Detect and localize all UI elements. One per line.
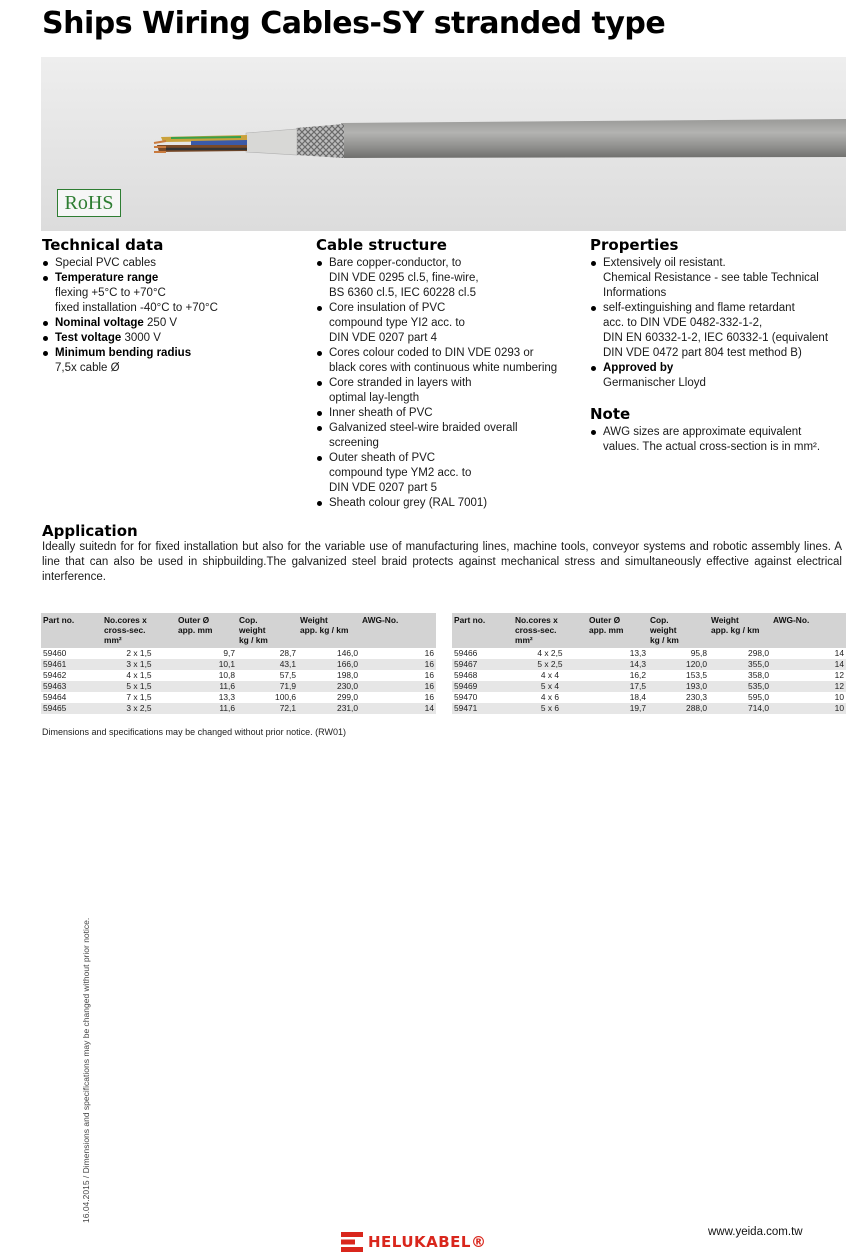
list-item: Bare copper-conductor, to DIN VDE 0295 cl.5, fine-wire, BS 6360 cl.5, IEC 60228 cl.5 [316, 256, 586, 301]
list-item: AWG sizes are approximate equivalent values. The actual cross-section is in mm². [590, 425, 852, 455]
list-item: Approved by Germanischer Lloyd [590, 361, 852, 391]
footnote: Dimensions and specifications may be changed without prior notice. (RW01) [42, 727, 346, 737]
column-header: Part no. [41, 613, 102, 648]
table-row: 59467 5 x 2,5 14,3 120,0 355,0 14 [454, 659, 844, 669]
list-item: Core stranded in layers with optimal lay-length [316, 376, 586, 406]
list-item: Outer sheath of PVC compound type YM2 acc. to DIN VDE 0207 part 5 [316, 451, 586, 496]
column-header: Outer Ø app. mm [587, 613, 648, 648]
logo-text: HELUKABEL® [368, 1233, 487, 1251]
list-item: Inner sheath of PVC [316, 406, 586, 421]
column-header: Cop. weight kg / km [648, 613, 709, 648]
application-text: Ideally suitedn for for fixed installation but also for the variable use of manufacturing lines, machine tools, conveyor systems and robotic assembly lines. A line that can also be used in shipbuilding.The galvanized steel braid protects against mechanical stress and simultaneously effective against electrical interference. [42, 541, 842, 583]
list-item: Cores colour coded to DIN VDE 0293 or black cores with continuous white numbering [316, 346, 586, 376]
column-header: Weight app. kg / km [709, 613, 771, 648]
column-header: Outer Ø app. mm [176, 613, 237, 648]
cable-image [41, 57, 846, 231]
table-row: 59465 3 x 2,5 11,6 72,1 231,0 14 [43, 703, 434, 713]
column-header: AWG-No. [771, 613, 846, 648]
application-section [42, 524, 842, 585]
helukabel-logo [341, 1232, 486, 1252]
column-header: AWG-No. [360, 613, 436, 648]
side-date-note: 16.04.2015 / Dimensions and specifications may be changed without prior notice. [81, 917, 91, 1223]
list-item: Extensively oil resistant. Chemical Resistance - see table Technical Informations [590, 256, 852, 301]
table-header-row [452, 613, 846, 648]
list-item: Galvanized steel-wire braided overall screening [316, 421, 586, 451]
list-item: Nominal voltage 250 V [42, 316, 302, 331]
table-row: 59462 4 x 1,5 10,8 57,5 198,0 16 [43, 670, 434, 680]
column-header: Weight app. kg / km [298, 613, 360, 648]
rohs-badge: RoHS [57, 189, 121, 217]
table-row: 59466 4 x 2,5 13,3 95,8 298,0 14 [454, 648, 844, 658]
table-row: 59463 5 x 1,5 11,6 71,9 230,0 16 [43, 681, 434, 691]
table-row: 59470 4 x 6 18,4 230,3 595,0 10 [454, 692, 844, 702]
table-row: 59464 7 x 1,5 13,3 100,6 299,0 16 [43, 692, 434, 702]
table-row: 59469 5 x 4 17,5 193,0 535,0 12 [454, 681, 844, 691]
properties-section [590, 238, 852, 455]
list-item: self-extinguishing and flame retardant acc. to DIN VDE 0482-332-1-2, DIN EN 60332-1-2, IEC 60332-1 (equivalent DIN VDE 0472 part 804 test method B) [590, 301, 852, 361]
list-item: Special PVC cables [42, 256, 302, 271]
column-header: No.cores x cross-sec. mm² [513, 613, 587, 648]
column-header: Part no. [452, 613, 513, 648]
helukabel-logo-icon [341, 1232, 363, 1252]
table-row: 59471 5 x 6 19,7 288,0 714,0 10 [454, 703, 844, 713]
column-header: Cop. weight kg / km [237, 613, 298, 648]
note-heading: Note [590, 405, 631, 423]
technical-data-section [42, 238, 302, 376]
cable-structure-section [316, 238, 586, 511]
table-row: 59460 2 x 1,5 9,7 28,7 146,0 16 [43, 648, 434, 658]
table-row: 59461 3 x 1,5 10,1 43,1 166,0 16 [43, 659, 434, 669]
page-title: Ships Wiring Cables-SY stranded type [42, 6, 666, 41]
list-item: Sheath colour grey (RAL 7001) [316, 496, 586, 511]
cable-illustration [41, 57, 846, 231]
list-item: Minimum bending radius 7,5x cable Ø [42, 346, 302, 376]
column-header: No.cores x cross-sec. mm² [102, 613, 176, 648]
technical-data-heading: Technical data [42, 236, 164, 254]
parts-table-left [41, 613, 436, 714]
table-row: 59468 4 x 4 16,2 153,5 358,0 12 [454, 670, 844, 680]
website-url[interactable]: www.yeida.com.tw [708, 1226, 803, 1238]
properties-heading: Properties [590, 236, 679, 254]
list-item: Core insulation of PVC compound type YI2 acc. to DIN VDE 0207 part 4 [316, 301, 586, 346]
parts-table-right [452, 613, 846, 714]
list-item: Temperature range flexing +5°C to +70°C fixed installation -40°C to +70°C [42, 271, 302, 316]
application-heading: Application [42, 522, 138, 540]
list-item: Test voltage 3000 V [42, 331, 302, 346]
cable-structure-heading: Cable structure [316, 236, 447, 254]
table-header-row [41, 613, 436, 648]
